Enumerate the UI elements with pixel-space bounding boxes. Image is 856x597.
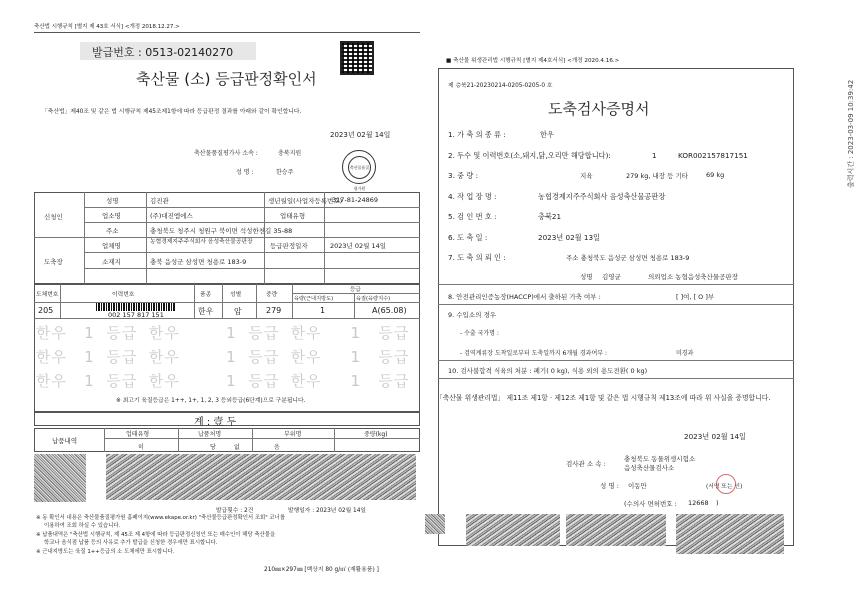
birth-label: 생년월일(사업자등록번호): [268, 197, 343, 205]
redacted-area: [106, 454, 416, 500]
birth-value: 317-81-24869: [332, 196, 379, 204]
license-label: (수의사 면허번호 :: [624, 500, 677, 508]
field-weight-value: 279 kg, 내장 등 기타: [626, 172, 689, 180]
slaughterhouse-label: 도축장: [44, 258, 63, 266]
footnotes: [36, 514, 285, 556]
col-quality-grade: 육질(육량지수): [356, 296, 391, 302]
delivery-cell-4: 음: [274, 444, 280, 451]
info-table: [34, 192, 420, 284]
yield-grade: 1: [320, 306, 326, 315]
license-close: ): [716, 499, 719, 507]
field-weight-label: 3. 중 량 :: [448, 171, 479, 180]
paper-size: 210㎜×297㎜ [백상지 80 g/㎡ (재활용품) ]: [264, 567, 379, 573]
location-label: 소재지: [102, 258, 121, 266]
carcass-no: 205: [38, 306, 54, 315]
license-number: 12668: [688, 499, 709, 507]
form-reference-right: ■ 축산물 위생관리법 시행규칙 [별지 제4호서식] <개정 2020.4.16.>: [446, 58, 620, 64]
col-yield-grade: 육량(근내지방도): [294, 296, 334, 302]
slaughter-company-label: 업체명: [102, 242, 121, 250]
certificate-date: 2023년 02월 14일: [684, 432, 746, 441]
quality-grade: A(65.08): [372, 306, 407, 315]
field-slaughter-date-value: 2023년 02월 13일: [538, 233, 600, 242]
footnote-2: 이용하여 조회 하실 수 있습니다.: [44, 523, 121, 530]
grading-certificate: 축산법 시행규칙 [별지 제 43호 서식] <개정 2018.12.27.> 발급번호 : 0513-02140270 축산물 (소) 등급판정확인서 「축산법」제40조 및 같은 법 시행규칙 제45조제1항에 따라 등급판정 결과를 아래와 같이 확인합니다. 2023년 02월 14일 축산물품질평가사 소속 : 충북지원 성 명 : 한승주 축산물품질평가원 신청인 도축장 성명 김진관 생년월일(사업자등록번호) 317-81-24869 업소명 (주)대진엠에스 업태유형 주소 충청북도 청주시 청원구 북이면 석성한천길 35-88 업체명 농협경제지주주식회사 음성축산물공판장 등급판정일자 2023년 02월 14일 소재지 충북 음성군 삼성면 청용로 183-9 도체번호 이력번호 품종 성별 중량 등급 육량(근내지방도) 육질(육량지수) 205 002 157 817 151 한우 암 279 1 A(65.08) 한우 1 등급 한우 1 등급 한우 1 등급 한우 1 등급 한우 1 등급 한우 1 등급 한우 1 등급 한우 1 등급 한우 1 등급 ※ 최고기 육질등급은 1++, 1+, 1, 2, 3 등외등급(6단계)으로 구분됩니다. 계 : 壹 두 납품내역 업태유형 납품처명 부위명 중량(kg) 히 당 없 음 발급횟수 : 2건 발행일자 : 2023년 02월 14일 ※ 동 확인서 내용은 축산물품질평가원 홈페이지(www.ekape.or.kr) "축산물등급판정확인서 조회" 코너를 이용하여 조회 하실 수 있습니다. ※ 납품내역은 "축산법 시행규칙, 제 45조 제 4항에 따라 등급판정신청인 또는 매수인이 해당 축산물을 학교나 음식점 납품 등의 사유로 추가 발급을 신청한 경우에만 표시합니다. ※ 근내지방도는 육질 1++등급의 소 도체에만 표시합니다. 210㎜×297㎜ [백상지 80 g/㎡ (재활용품) ]: [34, 18, 420, 578]
import-label: 9. 수입소의 경우: [448, 311, 497, 319]
col-grade: 등급: [350, 287, 361, 293]
location-value: 충북 음성군 삼성면 청용로 183-9: [150, 258, 247, 266]
grading-date-label: 등급판정일자: [270, 242, 308, 250]
field-requester-label: 7. 도 축 의 뢰 인 :: [448, 253, 506, 262]
applicant-label: 신청인: [44, 213, 63, 221]
col-carcass-no: 도체번호: [36, 292, 59, 298]
intro-text: 「축산법」제40조 및 같은 법 시행규칙 제45조제1항에 따라 등급판정 결과를 아래와 같이 확인합니다.: [42, 109, 302, 115]
certification-statement: 「축산물 위생관리법」 제11조 제1항 · 제12조 제1항 및 같은 법 시행규칙 제13조에 따라 위 사실을 증명합니다.: [436, 394, 771, 402]
issue-count: 발급횟수 : 2건: [216, 508, 254, 514]
haccp-label: 8. 안전관리인증농장(HACCP)에서 출하된 가축 여부 :: [448, 293, 601, 301]
document-number: 제 층북21-20230214-0205-0205-0 호: [448, 83, 553, 89]
field-weight-other: 69 kg: [706, 171, 725, 179]
top-rule: [34, 32, 420, 33]
field-slaughter-date-label: 6. 도 축 일 :: [448, 233, 488, 242]
barcode: [96, 303, 176, 311]
slaughter-company-value: 농협경제지주주식회사 음성축산물공판장: [150, 239, 253, 245]
field-animal-value: 한우: [540, 130, 554, 139]
field-trace-value: KOR002157817151: [678, 151, 748, 160]
field-count-value: 1: [652, 151, 657, 160]
col-sex: 성별: [230, 292, 242, 298]
address-value: 충청북도 청주시 청원구 북이면 석성한천길 35-88: [150, 227, 293, 235]
sex: 암: [234, 307, 242, 316]
grade-note: ※ 최고기 육질등급은 1++, 1+, 1, 2, 3 등외등급(6단계)으로 구분됩니다.: [116, 398, 306, 404]
trace-no: 002 157 817 151: [108, 311, 164, 319]
business-type-label: 업태유형: [280, 212, 306, 220]
certificate-title: 도축검사증명서: [548, 100, 650, 118]
delivery-col-1: 업태유형: [126, 431, 150, 438]
delivery-cell-2: 당: [210, 444, 216, 451]
col-weight: 중량: [266, 292, 278, 298]
disposal: 10. 검사불합격 식육의 처분 : 폐기( 0 kg), 식용 외의 용도전환( 0 kg): [448, 367, 648, 375]
official-seal: [342, 150, 376, 191]
col-breed: 품종: [200, 292, 212, 298]
footnote-3: ※ 납품내역은 "축산법 시행규칙, 제 45조 제 4항에 따라 등급판정신청인 또는 매수인이 해당 축산물을: [36, 531, 276, 538]
redacted-block-3: [676, 514, 784, 554]
qr-code: [340, 41, 374, 75]
inspector-org-label: 검사관 소 속 :: [566, 460, 606, 468]
redacted-block-2: [566, 514, 666, 546]
delivery-cell-3: 없: [234, 444, 240, 451]
issue-date-bottom: 발행일자 : 2023년 02월 14일: [288, 508, 367, 514]
requester-name-label: 성명: [580, 273, 593, 281]
footnote-1: ※ 동 확인서 내용은 축산물품질평가원 홈페이지(www.ekape.or.kr) "축산물등급판정확인서 조회" 코너를: [36, 515, 286, 521]
address-label: 주소: [106, 227, 119, 235]
footnote-4: 학교나 음식점 납품 등의 사유로 추가 발급을 신청한 경우에만 표시합니다.: [44, 540, 218, 547]
delivery-label: 납품내역: [52, 437, 78, 445]
inspector-org-2: 음성축산물검사소: [624, 464, 675, 472]
delivery-col-4: 중량(kg): [364, 431, 388, 438]
delivery-col-2: 납품처명: [198, 431, 222, 438]
weight: 279: [266, 306, 282, 315]
delivery-col-3: 부위명: [284, 431, 302, 438]
field-animal-label: 1. 가 축 의 종 류 :: [448, 130, 506, 139]
issue-date: 2023년 02월 14일: [330, 131, 391, 139]
inspector-name: 이동만: [628, 482, 647, 490]
slaughter-inspection-certificate: [430, 40, 800, 550]
form-reference: 축산법 시행규칙 [별지 제 43호 서식] <개정 2018.12.27.>: [34, 24, 180, 30]
import-quarantine: - 검역계류장 도착일로부터 도축일까지 6개월 경과여부 :: [460, 350, 607, 357]
redacted-block-small: [425, 514, 445, 534]
redacted-stamp-left: [34, 454, 86, 502]
grader-org: 충북지원: [278, 150, 302, 157]
field-stamp-no-value: 충북21: [538, 212, 562, 221]
breed: 한우: [198, 307, 214, 316]
requester-org: 의뢰업소 농협음성축산물공판장: [648, 273, 738, 281]
name-label: 성명: [106, 197, 119, 205]
name-value: 김진관: [150, 197, 169, 205]
grading-date-value: 2023년 02월 14일: [330, 242, 387, 250]
document-title: 축산물 (소) 등급판정확인서: [136, 70, 317, 88]
delivery-table: [34, 428, 420, 452]
col-trace-no: 이력번호: [112, 292, 135, 298]
field-workplace-value: 농협경제지주주식회사 음성축산물공판장: [538, 192, 666, 201]
grader-name: 한승주: [276, 169, 294, 176]
inspector-org: 충청북도 동물위생시험소: [624, 455, 696, 463]
field-weight-carcass: 지육: [580, 172, 593, 180]
delivery-cell-1: 히: [138, 444, 144, 451]
field-workplace-label: 4. 작 업 장 명 :: [448, 192, 497, 201]
company-label: 업소명: [102, 212, 121, 220]
grader-name-label: 성 명 :: [236, 169, 254, 176]
inspector-seal: [716, 474, 736, 494]
requester-name: 김영균: [602, 273, 621, 281]
field-count-label: 2. 두수 및 이력번호(소,돼지,닭,오리만 해당합니다):: [448, 151, 611, 160]
import-country: - 수출 국가명 :: [460, 330, 499, 337]
import-quarantine-value: 미경과: [676, 350, 694, 357]
footnote-5: ※ 근내지방도는 육질 1++등급의 소 도체에만 표시합니다.: [36, 548, 175, 555]
total-count: 계 : 壹 두: [194, 417, 237, 428]
grader-org-label: 축산물품질평가사 소속 :: [194, 150, 258, 157]
haccp-value: [ ]여, [ O ]부: [676, 293, 715, 301]
inspector-name-label: 성 명 :: [600, 482, 619, 490]
field-stamp-no-label: 5. 검 인 번 호 :: [448, 212, 497, 221]
field-requester-address: 주소 충청북도 음성군 삼성면 청용로 183-9: [566, 254, 690, 262]
signature-label: (서명 또는 인): [706, 484, 743, 490]
redacted-block-1: [466, 514, 560, 546]
print-timestamp: 출력시간 : 2023-03-09 10:39:42: [847, 79, 855, 188]
seal-text: 축산물품질평가원: [348, 156, 371, 179]
company-value: (주)대진엠에스: [150, 212, 193, 220]
issue-number: 발급번호 : 0513-02140270: [92, 46, 234, 59]
